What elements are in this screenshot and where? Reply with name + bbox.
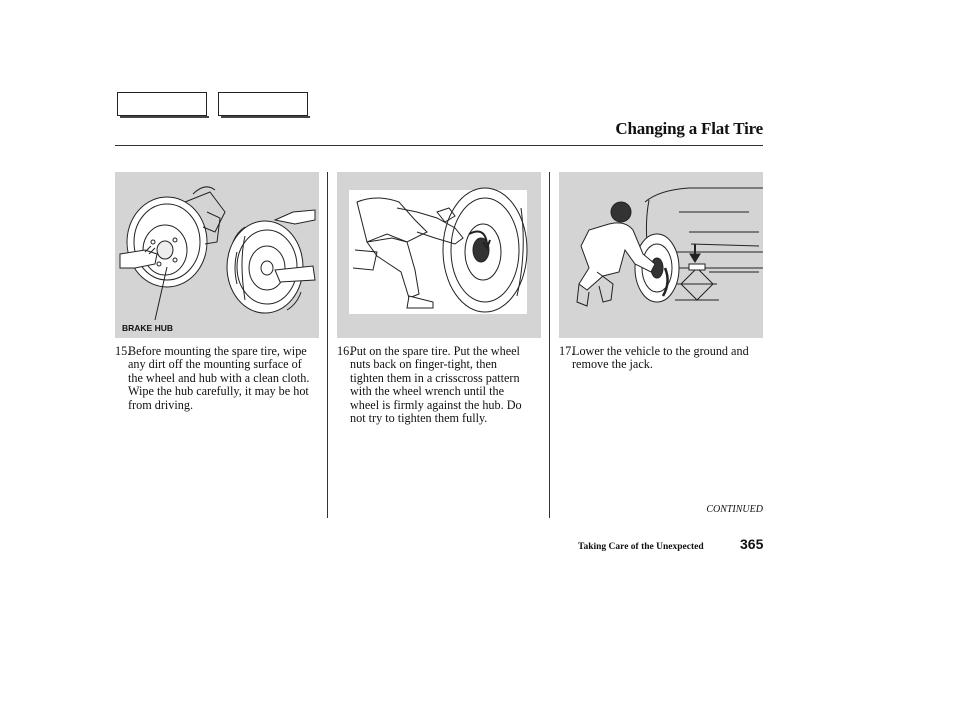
lower-vehicle-illustration — [559, 172, 763, 338]
step-number: 17. — [559, 344, 575, 358]
page-number: 365 — [740, 536, 764, 552]
step-16 — [337, 345, 533, 425]
mount-spare-illustration — [337, 172, 541, 338]
step-number: 15. — [115, 344, 131, 358]
nav-tab-index[interactable] — [218, 92, 308, 116]
header-rule — [115, 145, 763, 146]
step-number: 16. — [337, 344, 353, 358]
step-15 — [115, 345, 311, 412]
column-divider — [327, 172, 328, 518]
footer-section-title: Taking Care of the Unexpected — [578, 542, 704, 552]
figure-mount-spare — [337, 172, 541, 338]
step-17 — [559, 345, 755, 372]
continued-note: CONTINUED — [706, 504, 763, 515]
nav-tab-contents[interactable] — [117, 92, 207, 116]
brake-hub-label: BRAKE HUB — [122, 323, 173, 333]
figure-lower-vehicle — [559, 172, 763, 338]
step-text: Before mounting the spare tire, wipe any dirt off the mounting surface of the wheel and hub with a clean cloth. Wipe the hub carefully, it may be hot from driving. — [128, 344, 310, 412]
figure-brake-hub — [115, 172, 319, 338]
page-title: Changing a Flat Tire — [615, 119, 763, 138]
step-text: Put on the spare tire. Put the wheel nuts back on finger-tight, then tighten them in a crisscross pattern with the wheel wrench until the wheel is firmly against the hub. Do not try to tighten them fully. — [350, 344, 522, 426]
brake-hub-illustration — [115, 172, 319, 338]
column-divider — [549, 172, 550, 518]
step-text: Lower the vehicle to the ground and remove the jack. — [572, 344, 749, 372]
